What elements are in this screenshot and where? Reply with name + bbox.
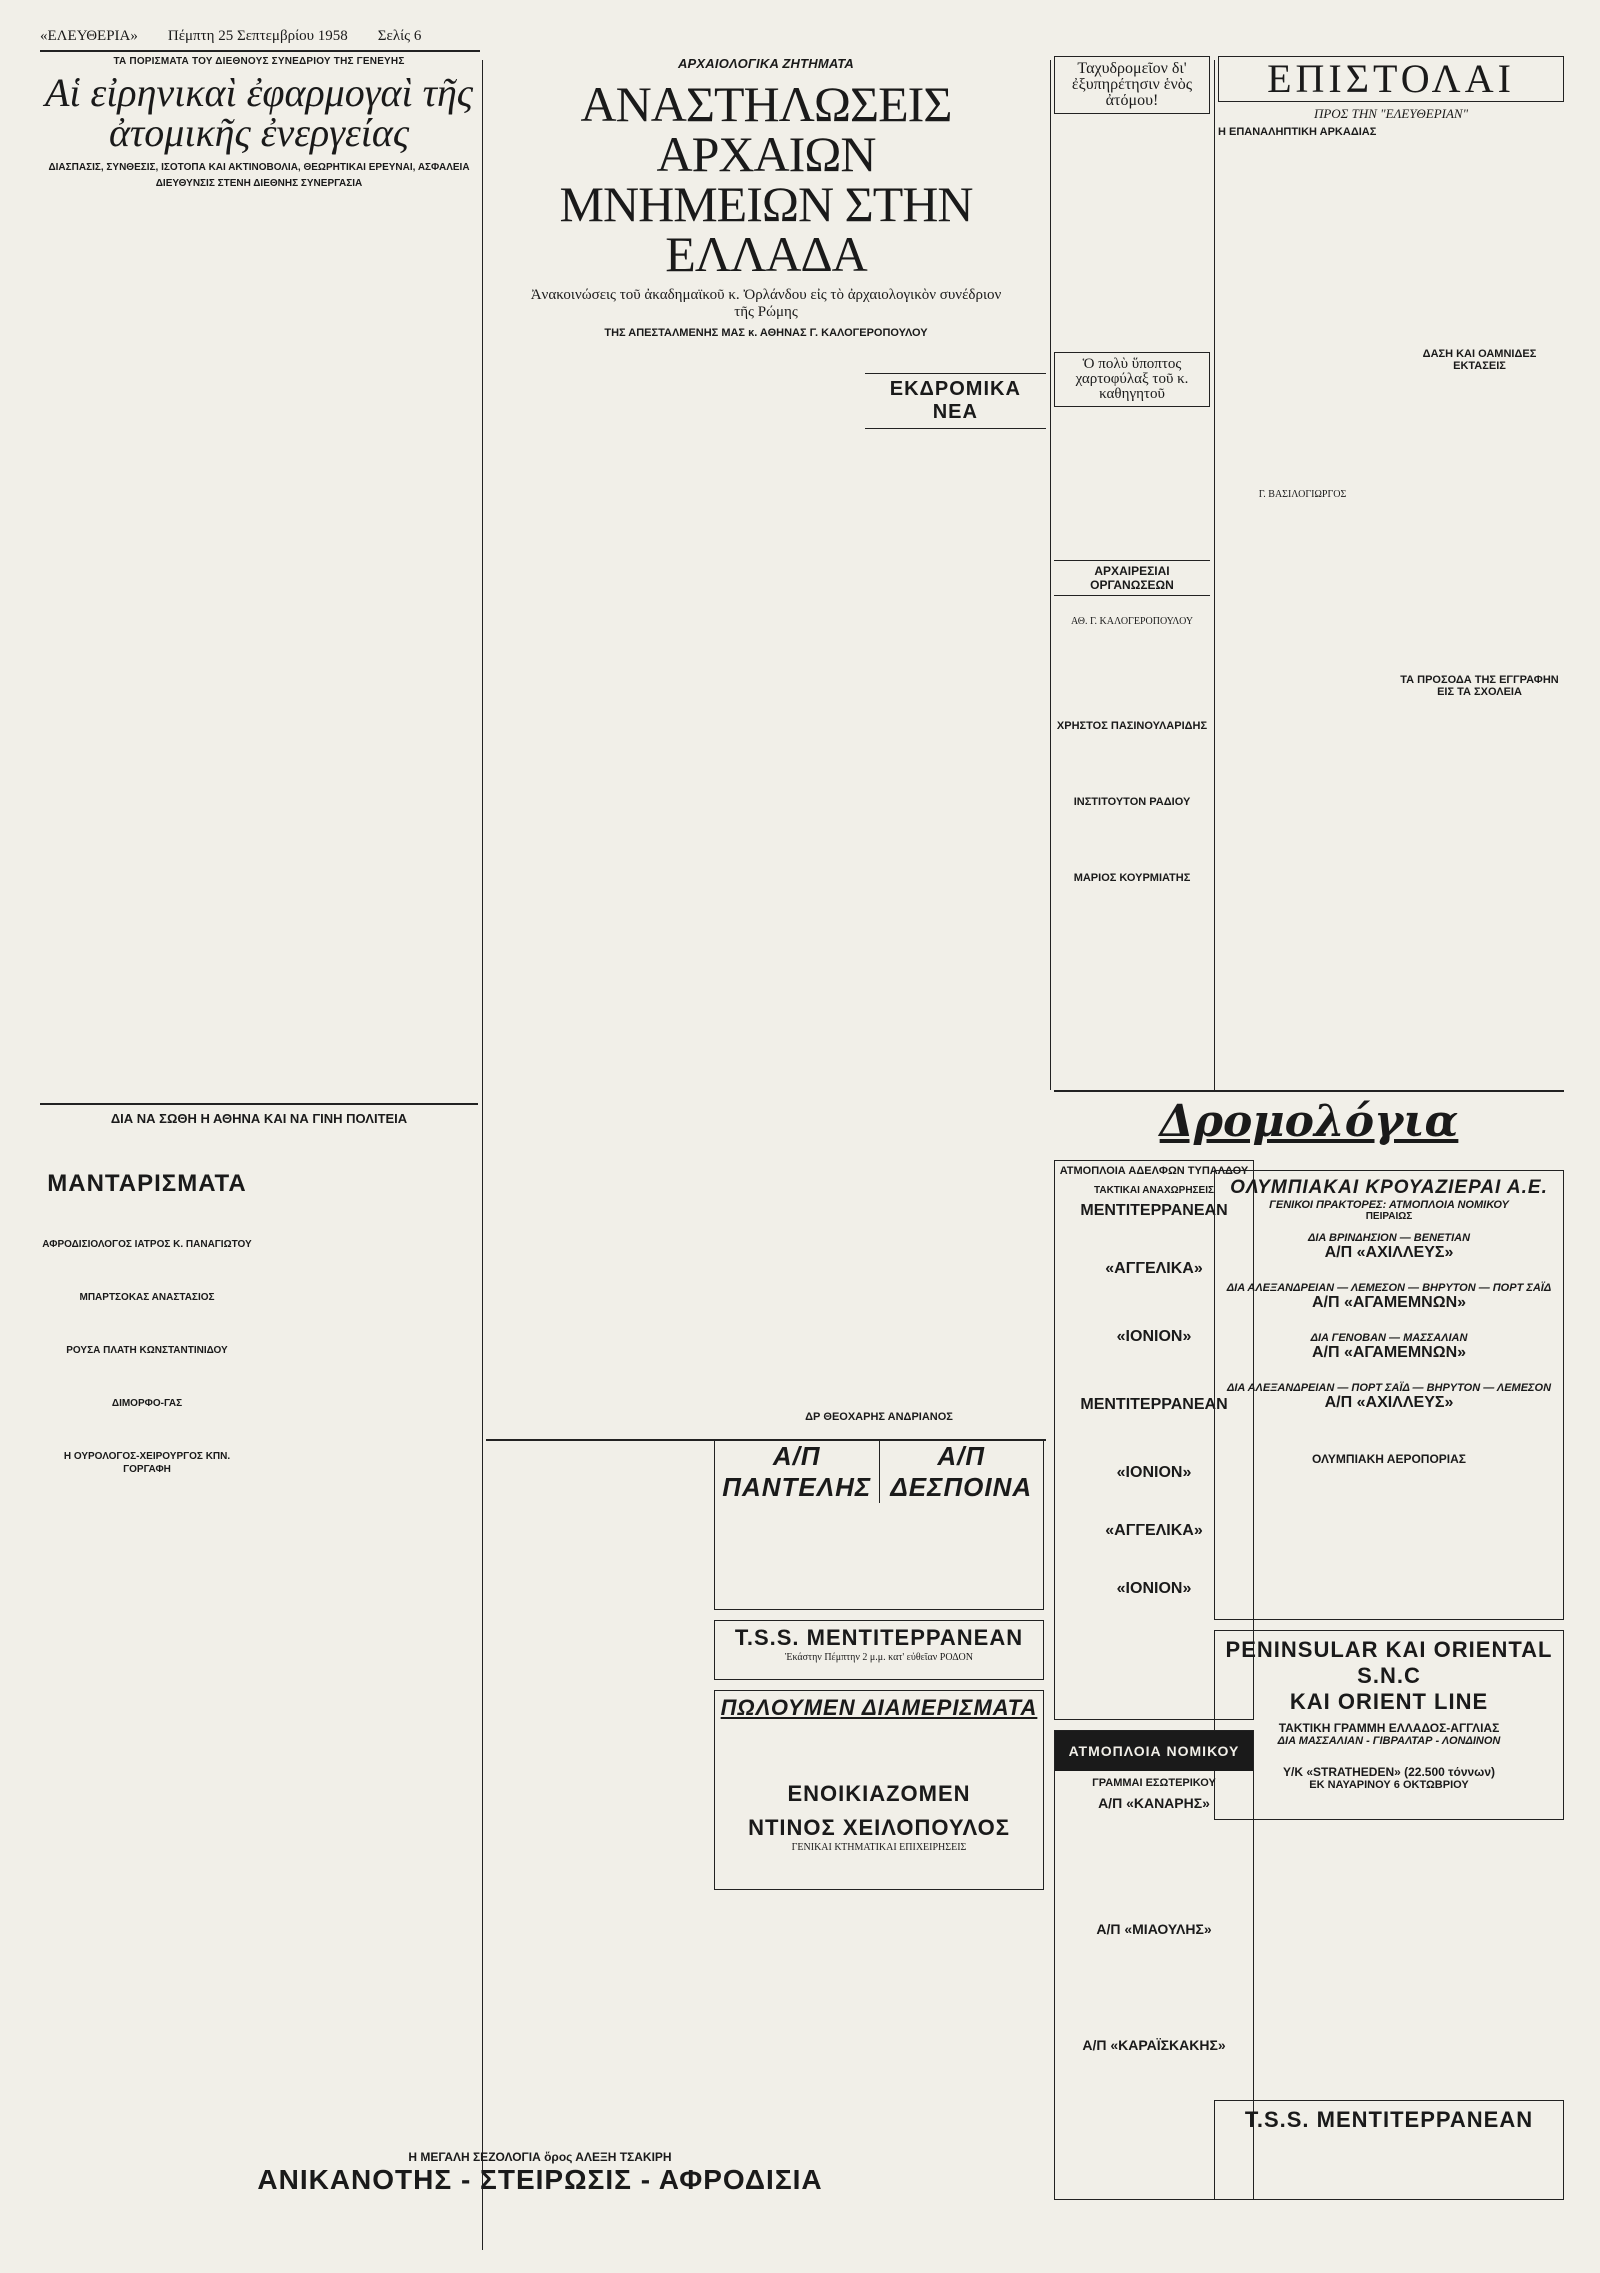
text-column — [40, 197, 254, 1097]
ship-name: Α/Π «ΚΑΝΑΡΗΣ» — [1098, 1795, 1210, 1811]
bottom-notice — [40, 2150, 1040, 2250]
article-subhead: Ἀνακοινώσεις τοῦ ἀκαδημαϊκοῦ κ. Ὀρλάνδου εἰς τὸ ἀρχαιολογικὸν συνέδριον τῆς Ρώμης — [530, 287, 1002, 320]
article-headline: Ὁ πολὺ ὕποπτος χαρτοφύλαξ τοῦ κ. καθηγητοῦ — [1054, 352, 1210, 407]
notice-text: Η ΜΕΓΑΛΗ ΣΕΖΟΛΟΓΙΑ ὅρος ΑΛΕΞΗ ΤΣΑΚΙΡΗ — [408, 2150, 672, 2164]
peninsular-ad — [1214, 1630, 1564, 1820]
article-kicker: ΑΡΧΑΙΟΛΟΓΙΚΑ ΖΗΤΗΜΑΤΑ — [677, 56, 855, 71]
column-archaeology — [486, 56, 1046, 2256]
text-column — [264, 1130, 478, 1570]
dromologia-header — [1054, 1096, 1564, 1156]
city: ΠΕΙΡΑΙΩΣ — [1365, 1211, 1413, 1222]
text-column — [1218, 142, 1387, 1022]
ship-name: Α/Π «ΑΓΑΜΕΜΝΩΝ» — [1311, 1294, 1467, 1311]
company-name: PENINSULAR ΚΑΙ ORIENTAL S.N.C — [1225, 1637, 1553, 1688]
notice-headline: ΑΝΙΚΑΝΟΤΗΣ - ΣΤΕΙΡΩΣΙΣ - ΑΦΡΟΔΙΣΙΑ — [257, 2164, 823, 2195]
mantarismata-ad: ΜΑΝΤΑΡΙΣΜΑΤΑ — [47, 1169, 247, 1197]
ad-text: Ἑκάστην Πέμπτην 2 μ.μ. κατ' εὐθεῖαν ΡΟΔΟΝ — [785, 1652, 973, 1663]
ship-name: «ΑΓΓΕΛΙΚΑ» — [1105, 1522, 1203, 1539]
ship-name: Α/Π «ΜΙΑΟΥΛΗΣ» — [1096, 1921, 1212, 1937]
doctor-ad: ΑΦΡΟΔΙΣΙΟΛΟΓΟΣ ΙΑΤΡΟΣ Κ. ΠΑΝΑΓΙΩΤΟΥ — [42, 1238, 252, 1250]
article-body — [40, 197, 478, 1097]
letters-body — [1218, 142, 1564, 1022]
pantelis-despina-ad — [714, 1440, 1044, 1610]
ship-name: «ΙΟΝΙΟΝ» — [1116, 1580, 1192, 1597]
ship-name: Α/Π «ΚΑΡΑΪΣΚΑΚΗΣ» — [1082, 2037, 1226, 2053]
page-number: Σελίς 6 — [377, 28, 422, 44]
masthead — [40, 28, 460, 45]
ship-name: ΜΕΝΤΙΤΕΡΡΑΝΕΑΝ — [1080, 1202, 1228, 1219]
article-subhead: ΔΙΕΥΘΥΝΣΙΣ ΣΤΕΝΗ ΔΙΕΘΝΗΣ ΣΥΝΕΡΓΑΣΙΑ — [155, 178, 363, 189]
text-column — [486, 345, 667, 1435]
column-atomic — [40, 56, 478, 2256]
departure-date: ΕΚ ΝΑΥΑΡΙΝΟΥ 6 ΟΚΤΩΒΡΙΟΥ — [1309, 1779, 1469, 1791]
issue-date: Πέμπτη 25 Σεπτεμβρίου 1958 — [167, 28, 348, 44]
article-headline: Αἱ εἰρηνικαὶ ἐφαρμογαὶ τῆς ἀτομικῆς ἐνεργείας — [44, 70, 474, 155]
signature: ΑΘ. Γ. ΚΑΛΟΓΕΡΟΠΟΥΛΟΥ — [1070, 616, 1194, 627]
olympic-cruises-ad — [1214, 1170, 1564, 1620]
ad-text: ΓΕΝΙΚΑΙ ΚΤΗΜΑΤΙΚΑΙ ΕΠΙΧΕΙΡΗΣΕΙΣ — [791, 1842, 967, 1853]
line-name: ΤΑΚΤΙΚΗ ΓΡΑΜΜΗ ΕΛΛΑΔΟΣ-ΑΓΓΛΙΑΣ — [1278, 1721, 1500, 1735]
article-headline: ΜΝΗΜΕΙΩΝ ΣΤΗΝ ΕΛΛΑΔΑ — [559, 176, 973, 282]
column-letters — [1218, 56, 1564, 1086]
letter-title: ΔΑΣΗ ΚΑΙ ΟΑΜΝΙΔΕΣ ΕΚΤΑΣΕΙΣ — [1422, 348, 1537, 372]
institute-ad: ΙΝΣΤΙΤΟΥΤΟΝ ΡΑΔΙΟΥ — [1073, 796, 1191, 808]
signature: Γ. ΒΑΣΙΛΟΓΙΩΡΓΟΣ — [1258, 489, 1347, 500]
route: ΔΙΑ ΑΛΕΞΑΝΔΡΕΙΑΝ — ΠΟΡΤ ΣΑΪΔ — ΒΗΡΥΤΟΝ — ΛΕΜΕΣΟΝ — [1226, 1382, 1552, 1394]
ship-name: Α/Π ΠΑΝΤΕΛΗΣ — [722, 1441, 872, 1502]
agent-name: ΓΕΝΙΚΟΙ ΠΡΑΚΤΟΡΕΣ: ΑΤΜΟΠΛΟΙΑ ΝΟΜΙΚΟΥ — [1269, 1199, 1509, 1211]
ship-name: Α/Π ΔΕΣΠΟΙΝΑ — [890, 1441, 1033, 1502]
ship-name: ΜΕΝΤΙΤΕΡΡΑΝΕΑΝ — [1080, 1396, 1228, 1413]
column-notices — [1054, 560, 1210, 1080]
article-subhead: ΔΙΑΣΠΑΣΙΣ, ΣΥΝΘΕΣΙΣ, ΙΣΟΤΟΠΑ ΚΑΙ ΑΚΤΙΝΟΒΟΛΙΑ, ΘΕΩΡΗΤΙΚΑΙ ΕΡΕΥΝΑΙ, ΑΣΦΑΛΕΙΑ — [48, 162, 470, 173]
ship-name: Α/Π «ΑΧΙΛΛΕΥΣ» — [1324, 1244, 1454, 1261]
text-column — [675, 345, 856, 1435]
article-headline: ΑΝΑΣΤΗΛΩΣΕΙΣ ΑΡΧΑΙΩΝ — [580, 76, 952, 182]
route: ΔΙΑ ΒΡΙΝΔΗΣΙΟΝ — ΒΕΝΕΤΙΑΝ — [1307, 1232, 1471, 1244]
letter-title: Η ΕΠΑΝΑΛΗΠΤΙΚΗ ΑΡΚΑΔΙΑΣ — [1218, 126, 1377, 138]
section-heading: ΕΚΔΡΟΜΙΚΑ ΝΕΑ — [865, 373, 1046, 429]
ship-name: T.S.S. ΜΕΝΤΙΤΕΡΡΑΝΕΑΝ — [1244, 2107, 1534, 2132]
route: ΔΙΑ ΜΑΣΣΑΛΙΑΝ - ΓΙΒΡΑΛΤΑΡ - ΛΟΝΔΙΝΟΝ — [1277, 1735, 1501, 1747]
text-column — [264, 197, 478, 1097]
text-column — [1395, 142, 1564, 1022]
ship-name: Α/Π «ΑΓΑΜΕΜΝΩΝ» — [1311, 1344, 1467, 1361]
rule — [40, 1103, 478, 1105]
column-rule — [1214, 60, 1215, 1090]
section-title: Δρομολόγια — [1159, 1096, 1459, 1147]
company-name: ΚΑΙ ORIENT LINE — [1289, 1689, 1489, 1714]
doctor-ad: ΔΙΜΟΡΦΟ-ΓΑΣ — [111, 1397, 183, 1409]
apartments-ad — [714, 1690, 1044, 1890]
ads-column — [40, 1130, 254, 1570]
ship-name: «ΙΟΝΙΟΝ» — [1116, 1328, 1192, 1345]
column-rule — [482, 60, 483, 2250]
article-kicker: ΤΑ ΠΟΡΙΣΜΑΤΑ ΤΟΥ ΔΙΕΘΝΟΥΣ ΣΥΝΕΔΡΙΟΥ ΤΗΣ ΓΕΝΕΥΗΣ — [113, 56, 405, 67]
ship-name: «ΑΓΓΕΛΙΚΑ» — [1105, 1260, 1203, 1277]
tss-bottom-ad — [1214, 2100, 1564, 2200]
company-logo: ΑΤΜΟΠΛΟΙΑ ΝΟΜΙΚΟΥ — [1055, 1731, 1253, 1771]
ad-title: ΝΤΙΝΟΣ ΧΕΙΛΟΠΟΥΛΟΣ — [748, 1815, 1010, 1840]
article-body — [486, 345, 1046, 1435]
doctor-ad: ΔΡ ΘΕΟΧΑΡΗΣ ΑΝΔΡΙΑΝΟΣ — [805, 1411, 953, 1423]
ship-name: Α/Π «ΑΧΙΛΛΕΥΣ» — [1324, 1394, 1454, 1411]
ad-title: ΕΝΟΙΚΙΑΖΟΜΕΝ — [787, 1781, 971, 1806]
route: ΔΙΑ ΓΕΝΟΒΑΝ — ΜΑΣΣΑΛΙΑΝ — [1310, 1332, 1468, 1344]
doctor-ad: ΡΟΥΣΑ ΠΛΑΤΗ ΚΩΝΣΤΑΝΤΙΝΙΔΟΥ — [66, 1344, 228, 1356]
ad-title: ΠΩΛΟΥΜΕΝ ΔΙΑΜΕΡΙΣΜΑΤΑ — [720, 1695, 1038, 1720]
section-heading: ΓΡΑΜΜΑΙ ΕΣΩΤΕΡΙΚΟΥ — [1092, 1777, 1216, 1789]
ship-name: Υ/Κ «STRATHEDEN» (22.500 τόννων) — [1282, 1765, 1495, 1779]
letter-title: ΤΑ ΠΡΟΣΟΔΑ ΤΗΣ ΕΓΓΡΑΦΗΝ ΕΙΣ ΤΑ ΣΧΟΛΕΙΑ — [1400, 674, 1559, 698]
ship-name: «ΙΟΝΙΟΝ» — [1116, 1464, 1192, 1481]
tss-ad — [714, 1620, 1044, 1680]
article-subhead: ΠΡΟΣ ΤΗΝ "ΕΛΕΥΘΕΡΙΑΝ" — [1313, 106, 1469, 121]
section-heading: ΤΑΚΤΙΚΑΙ ΑΝΑΧΩΡΗΣΕΙΣ — [1093, 1185, 1215, 1196]
ship-name: T.S.S. ΜΕΝΤΙΤΕΡΡΑΝΕΑΝ — [734, 1625, 1024, 1650]
company-name: ΑΤΜΟΠΛΟΙΑ ΑΔΕΛΦΩΝ ΤΥΠΑΛΔΟΥ — [1059, 1165, 1249, 1177]
section-heading: ΑΡΧΑΙΡΕΣΙΑΙ ΟΡΓΑΝΩΣΕΩΝ — [1054, 560, 1210, 596]
paper-name: «ΕΛΕΥΘΕΡΙΑ» — [40, 28, 138, 44]
doctor-ad: ΜΠΑΡΤΣΟΚΑΣ ΑΝΑΣΤΑΣΙΟΣ — [79, 1291, 215, 1303]
article-headline: Ταχυδρομεῖον δι' ἐξυπηρέτησιν ἑνὸς ἀτόμου! — [1054, 56, 1210, 114]
article-headline: ΕΠΙΣΤΟΛΑΙ — [1218, 56, 1564, 102]
doctor-ad: Η ΟΥΡΟΛΟΓΟΣ-ΧΕΙΡΟΥΡΓΟΣ ΚΠΝ. ΓΟΡΓΑΦΗ — [63, 1450, 231, 1475]
company-name: ΟΛΥΜΠΙΑΚΑΙ ΚΡΟΥΑΖΙΕΡΑΙ Α.Ε. — [1230, 1177, 1548, 1198]
doctor-ad: ΧΡΗΣΤΟΣ ΠΑΣΙΝΟΥΛΑΡΙΔΗΣ — [1056, 720, 1208, 732]
airline-name: ΟΛΥΜΠΙΑΚΗ ΑΕΡΟΠΟΡΙΑΣ — [1311, 1452, 1467, 1466]
column-rule — [1050, 60, 1051, 1090]
dentist-ad: ΜΑΡΙΟΣ ΚΟΥΡΜΙΑΤΗΣ — [1073, 872, 1191, 884]
notice-headline: ΔΙΑ ΝΑ ΣΩΘΗ Η ΑΘΗΝΑ ΚΑΙ ΝΑ ΓΙΝΗ ΠΟΛΙΤΕΙΑ — [110, 1110, 408, 1126]
rule — [1054, 1090, 1564, 1092]
text-column — [865, 345, 1046, 1435]
rule — [40, 50, 480, 52]
route: ΔΙΑ ΑΛΕΞΑΝΔΡΕΙΑΝ — ΛΕΜΕΣΟΝ — ΒΗΡΥΤΟΝ — ΠΟΡΤ ΣΑΪΔ — [1226, 1282, 1552, 1294]
article-byline: ΤΗΣ ΑΠΕΣΤΑΛΜΕΝΗΣ ΜΑΣ κ. ΑΘΗΝΑΣ Γ. ΚΑΛΟΓΕΡΟΠΟΥΛΟΥ — [604, 327, 928, 339]
